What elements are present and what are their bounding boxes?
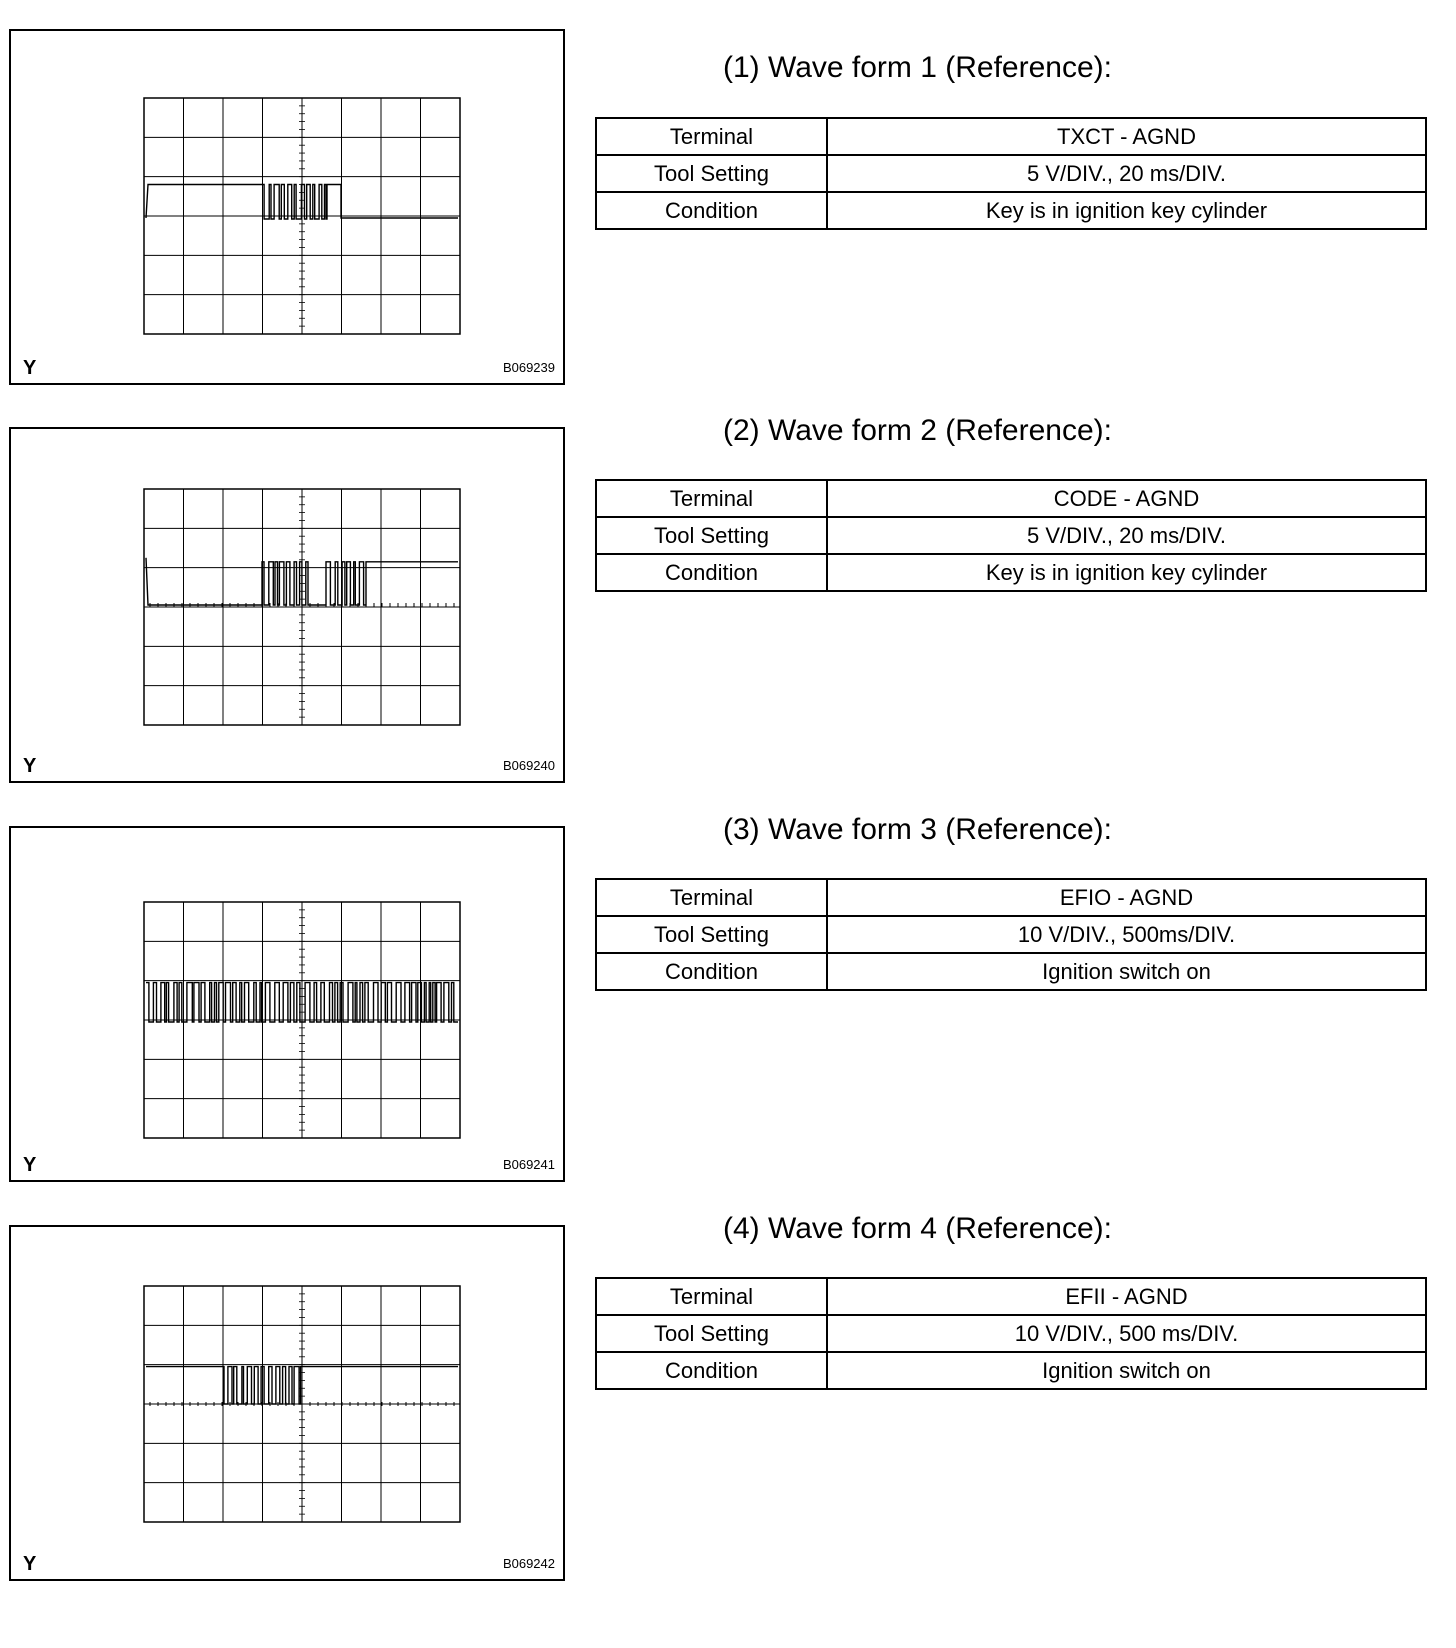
oscilloscope-figure [9,29,565,385]
row-label: Tool Setting [596,1315,827,1352]
row-label: Condition [596,554,827,591]
row-value: EFII - AGND [827,1278,1426,1315]
figure-id: B069239 [502,360,555,375]
table-row [596,554,1426,591]
row-label: Condition [596,953,827,990]
axis-label: Y [23,357,37,379]
oscilloscope-figure [9,826,565,1182]
oscilloscope-figure [9,427,565,783]
waveform-title: (3) Wave form 3 (Reference): [723,813,1112,846]
signal-trace [146,558,458,605]
spec-table [595,479,1427,592]
axis-label: Y [23,1154,37,1176]
row-value: Ignition switch on [827,1352,1426,1389]
row-label: Terminal [596,1278,827,1315]
waveform-title: (1) Wave form 1 (Reference): [723,51,1112,84]
spec-table [595,878,1427,991]
table-row [596,916,1426,953]
waveform-title: (2) Wave form 2 (Reference): [723,414,1112,447]
row-label: Tool Setting [596,155,827,192]
waveform-section-1 [0,29,1456,429]
row-value: Ignition switch on [827,953,1426,990]
oscilloscope-screen [11,1227,563,1579]
signal-trace [146,185,458,220]
table-row [596,155,1426,192]
row-label: Condition [596,1352,827,1389]
row-value: CODE - AGND [827,480,1426,517]
table-row [596,1315,1426,1352]
waveform-title: (4) Wave form 4 (Reference): [723,1212,1112,1245]
axis-label: Y [23,1553,37,1575]
row-value: 5 V/DIV., 20 ms/DIV. [827,155,1426,192]
spec-table [595,1277,1427,1390]
oscilloscope-figure [9,1225,565,1581]
oscilloscope-screen [11,828,563,1180]
row-value: Key is in ignition key cylinder [827,192,1426,229]
table-row [596,517,1426,554]
row-value: 5 V/DIV., 20 ms/DIV. [827,517,1426,554]
row-label: Tool Setting [596,916,827,953]
table-row [596,1278,1426,1315]
table-row [596,480,1426,517]
figure-id: B069240 [502,758,555,773]
row-value: EFIO - AGND [827,879,1426,916]
row-label: Terminal [596,879,827,916]
row-label: Condition [596,192,827,229]
table-row [596,118,1426,155]
oscilloscope-screen [11,31,563,383]
row-label: Terminal [596,118,827,155]
row-value: TXCT - AGND [827,118,1426,155]
spec-table [595,117,1427,230]
table-row [596,1352,1426,1389]
row-value: 10 V/DIV., 500ms/DIV. [827,916,1426,953]
axis-label: Y [23,755,37,777]
figure-id: B069242 [502,1556,555,1571]
waveform-section-4 [0,1212,1456,1625]
row-value: Key is in ignition key cylinder [827,554,1426,591]
waveform-section-2 [0,414,1456,827]
table-row [596,953,1426,990]
row-label: Tool Setting [596,517,827,554]
oscilloscope-screen [11,429,563,781]
row-label: Terminal [596,480,827,517]
table-row [596,192,1426,229]
waveform-section-3 [0,813,1456,1226]
row-value: 10 V/DIV., 500 ms/DIV. [827,1315,1426,1352]
figure-id: B069241 [502,1157,555,1172]
table-row [596,879,1426,916]
